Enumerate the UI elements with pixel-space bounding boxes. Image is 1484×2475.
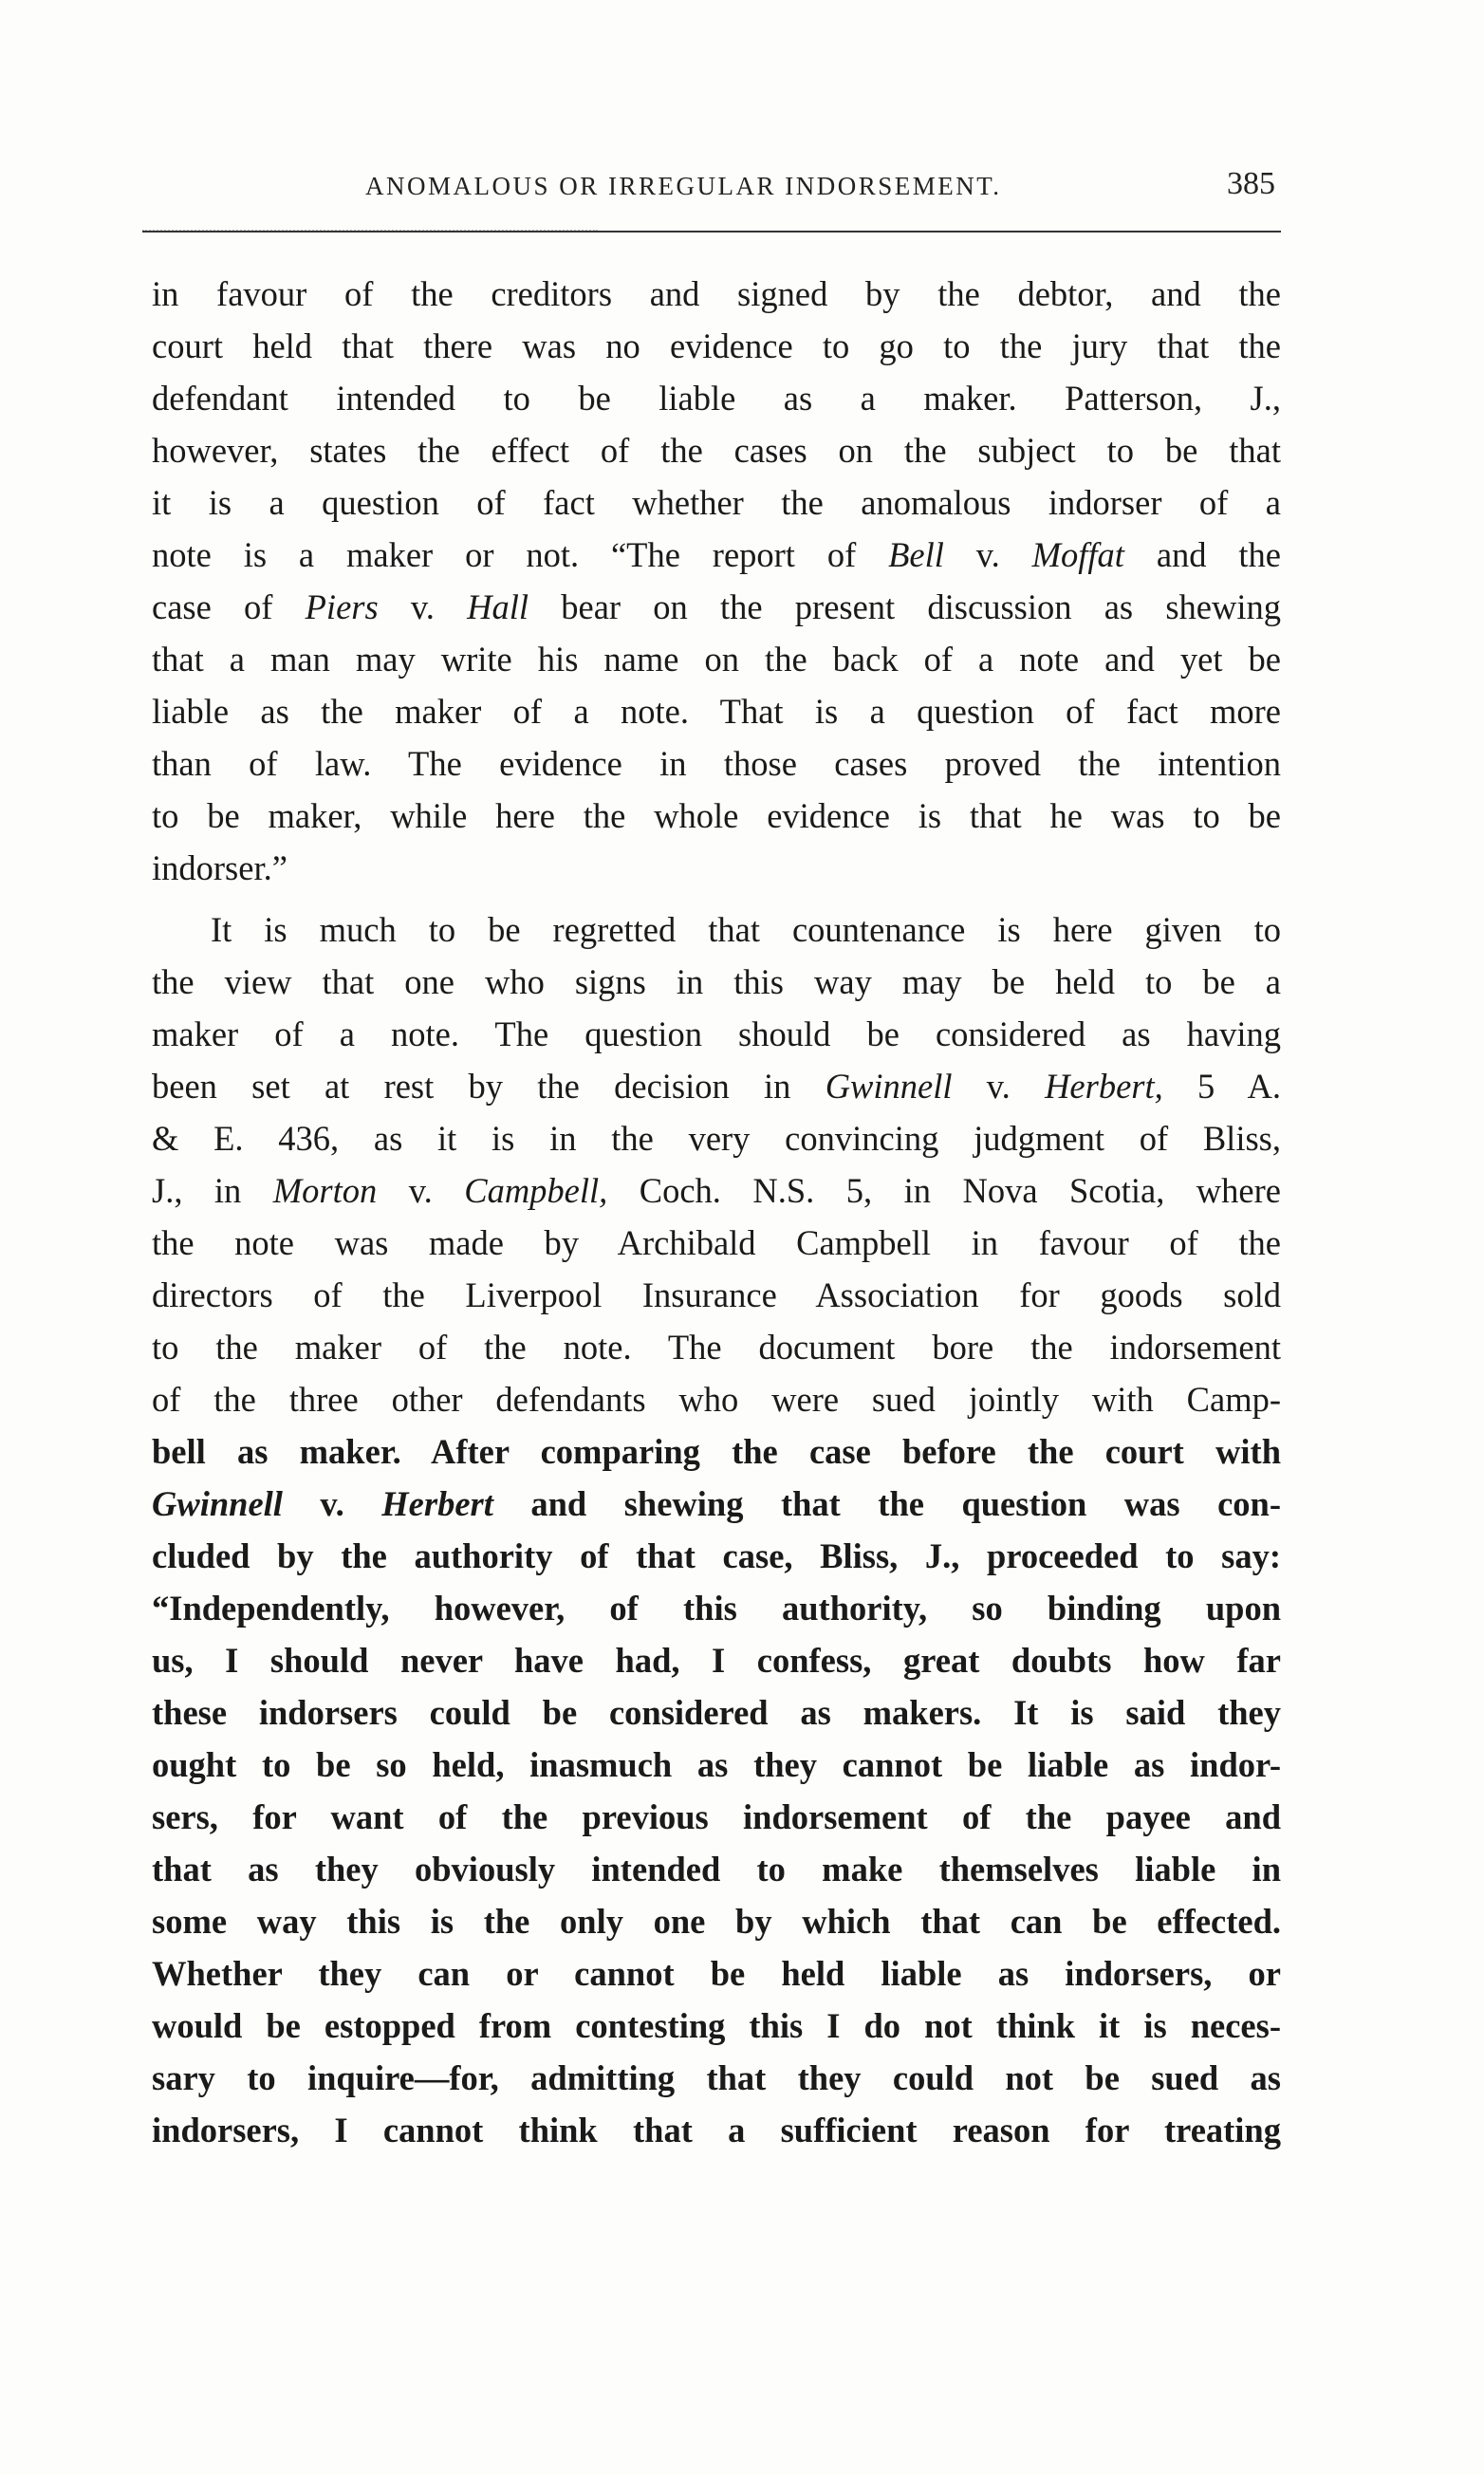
text-line: Whether they can or cannot be held liable as indorsers, or [152,1954,1281,1993]
text-run: v. [952,1067,1046,1106]
text-line: the note was made by Archibald Campbell in favour of the [152,1223,1281,1262]
text-run: bear on the present discussion as shewing [529,587,1281,626]
text-line: maker of a note. The question should be considered as having [152,1014,1281,1053]
text-line: however, states the effect of the cases on the subject to be that [152,431,1281,470]
page-number: 385 [1227,166,1275,201]
text-line [152,529,1281,581]
text-line: directors of the Liverpool Insurance Association for goods sold [152,1275,1281,1314]
text-line: sers, for want of the previous indorsement of the payee and [152,1797,1281,1836]
text-line: & E. 436, as it is in the very convincing judgment of Bliss, [152,1119,1281,1158]
text-run: and the [1123,535,1281,574]
text-run: note is a maker or not. “The report of [152,535,889,574]
text-run: v. [378,587,468,626]
text-line: in favour of the creditors and signed by the debtor, and the [152,274,1281,313]
text-line [152,1164,1281,1217]
text-line: that a man may write his name on the back of a note and yet be [152,640,1281,679]
running-head [142,166,1281,214]
case-name: Herbert [381,1484,493,1523]
text-line: bell as maker. After comparing the case before the court with [152,1432,1281,1471]
case-name: Moffat [1031,535,1124,574]
case-name: Gwinnell [152,1484,283,1523]
case-name: Piers [305,587,379,626]
text-line: court held that there was no evidence to go to the jury that the [152,326,1281,365]
text-line: some way this is the only one by which that can be effected. [152,1902,1281,1941]
text-line: us, I should never have had, I confess, great doubts how far [152,1641,1281,1680]
text-line: sary to inquire—for, admitting that they could not be sued as [152,2058,1281,2097]
text-line: cluded by the authority of that case, Bliss, J., proceeded to say: [152,1536,1281,1575]
text-run: case of [152,587,306,626]
text-run: been set at rest by the decision in [152,1067,825,1106]
case-name: Morton [272,1171,378,1210]
paragraph-2 [152,903,1281,2156]
case-name: Hall [467,587,529,626]
text-run: 5 A. [1162,1067,1281,1106]
text-line [152,581,1281,633]
case-name: Campbell, [464,1171,608,1210]
case-name: Herbert, [1045,1067,1163,1106]
text-line [152,1060,1281,1112]
running-title: ANOMALOUS OR IRREGULAR INDORSEMENT. [365,172,1002,200]
text-run: v. [943,535,1032,574]
text-line: indorsers, I cannot think that a sufficient reason for treating [152,2111,1281,2149]
text-line: than of law. The evidence in those cases proved the intention [152,744,1281,783]
text-line: It is much to be regretted that countenance is here given to [211,910,1281,949]
text-line [152,1478,1281,1530]
bold-print-region [152,1425,1281,2156]
text-line: it is a question of fact whether the anomalous indorser of a [152,483,1281,522]
header-rule [142,231,1281,233]
text-line: ought to be so held, inasmuch as they cannot be liable as indor- [152,1745,1281,1784]
text-line: of the three other defendants who were sued jointly with Camp- [152,1380,1281,1419]
text-run: v. [282,1484,382,1523]
text-line: to be maker, while here the whole evidence is that he was to be [152,796,1281,835]
text-line: would be estopped from contesting this I do not think it is neces- [152,2006,1281,2045]
case-name: Bell [888,535,944,574]
paragraph-1 [152,268,1281,894]
text-line: liable as the maker of a note. That is a question of fact more [152,692,1281,731]
text-line: “Independently, however, of this authority, so binding upon [152,1589,1281,1628]
text-run: v. [377,1171,465,1210]
text-run: Coch. N.S. 5, in Nova Scotia, where [607,1171,1281,1210]
body-text [152,268,1281,2156]
case-name: Gwinnell [825,1067,953,1106]
text-line: that as they obviously intended to make themselves liable in [152,1850,1281,1889]
text-line: indorser.” [152,848,288,887]
text-run: and shewing that the question was con- [492,1484,1281,1523]
text-line: to the maker of the note. The document bore the indorsement [152,1328,1281,1367]
text-line: these indorsers could be considered as makers. It is said they [152,1693,1281,1732]
text-line: defendant intended to be liable as a maker. Patterson, J., [152,379,1281,418]
text-run: J., in [152,1171,273,1210]
text-line: the view that one who signs in this way may be held to be a [152,962,1281,1001]
